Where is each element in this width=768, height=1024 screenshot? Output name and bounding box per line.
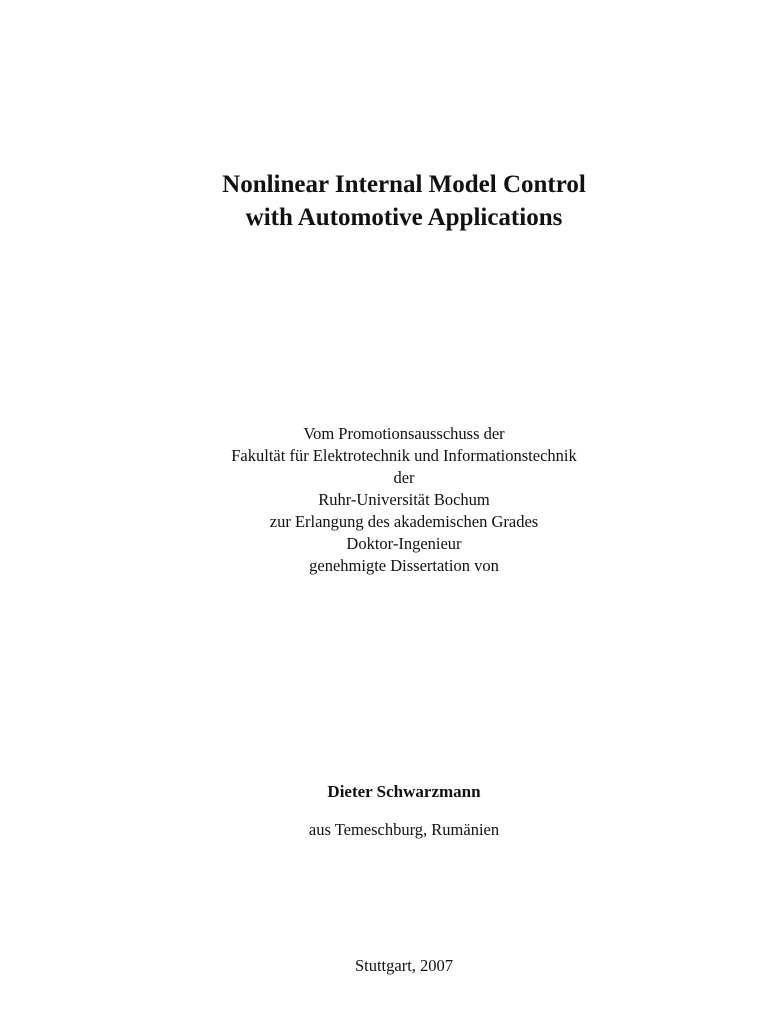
author-origin: aus Temeschburg, Rumänien [308,820,500,839]
statement-line: Doktor-Ingenieur [346,534,462,553]
statement-line: Ruhr-Universität Bochum [318,490,490,509]
author-name: Dieter Schwarzmann [327,782,481,801]
place-and-date: Stuttgart, 2007 [354,956,454,975]
title-line-1: Nonlinear Internal Model Control [222,171,586,198]
statement-line: genehmigte Dissertation von [309,556,499,575]
statement-line: zur Erlangung des akademischen Grades [269,512,539,531]
document-title [0,168,768,234]
statement-line: Fakultät für Elektrotechnik und Informationstechnik [231,446,577,465]
dissertation-statement [0,423,768,577]
statement-line: der [393,468,415,487]
title-line-2: with Automotive Applications [245,204,563,231]
statement-line: Vom Promotionsausschuss der [303,424,505,443]
